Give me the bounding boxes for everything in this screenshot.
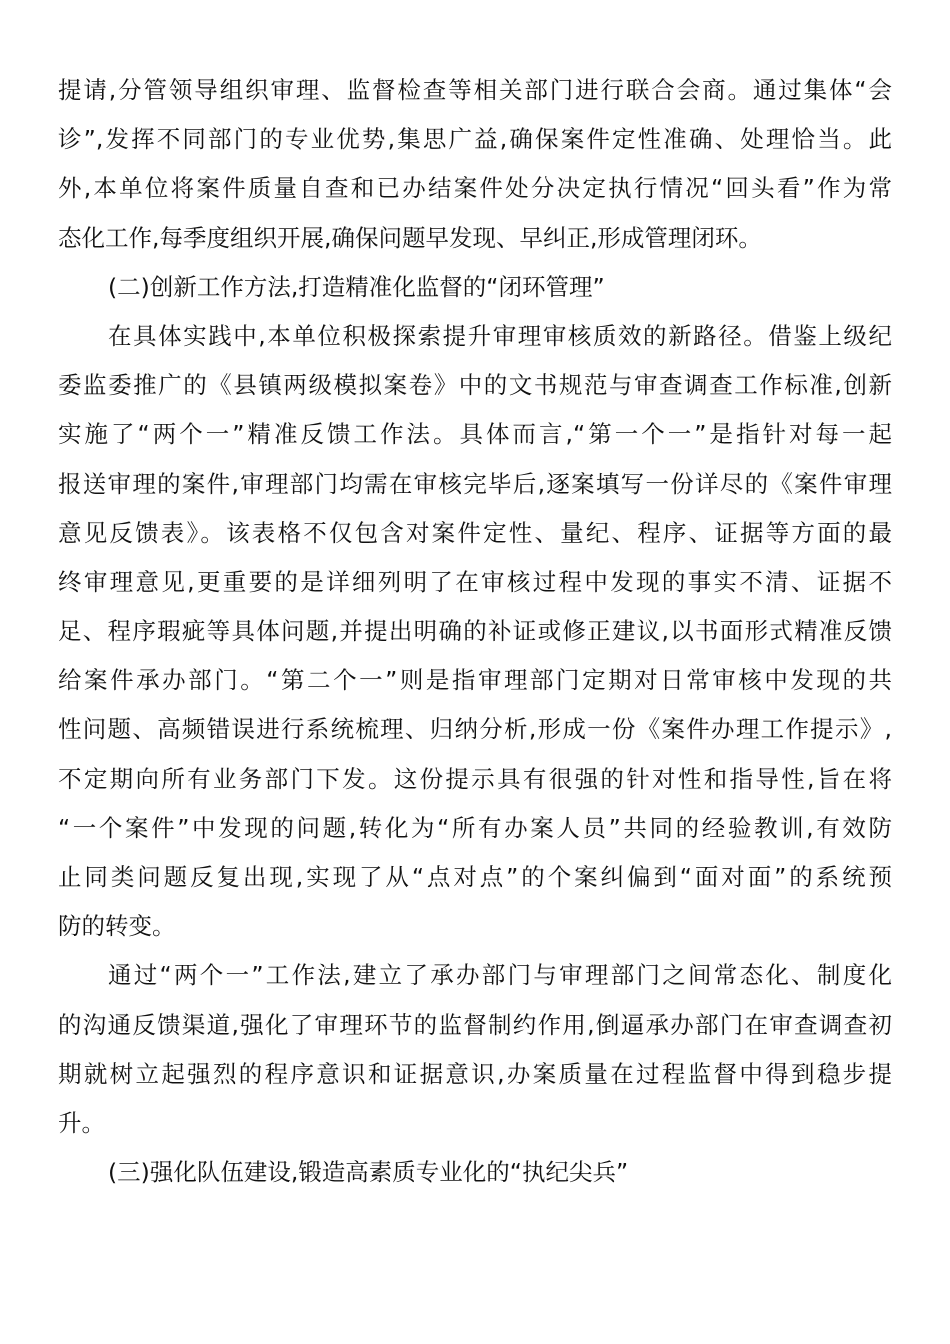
text-line: 给案件承办部门。“第二个一”则是指审理部门定期对日常审核中发现的共	[58, 666, 892, 695]
text-line: 的沟通反馈渠道,强化了审理环节的监督制约作用,倒逼承办部门在审查调查初	[58, 1010, 892, 1039]
text-line: 不定期向所有业务部门下发。这份提示具有很强的针对性和指导性,旨在将	[58, 764, 892, 793]
text-line: 委监委推广的《县镇两级模拟案卷》中的文书规范与审查调查工作标准,创新	[58, 371, 892, 400]
text-line: 意见反馈表》。该表格不仅包含对案件定性、量纪、程序、证据等方面的最	[58, 518, 892, 547]
text-line: 报送审理的案件,审理部门均需在审核完毕后,逐案填写一份详尽的《案件审理	[58, 469, 892, 498]
text-line: 性问题、高频错误进行系统梳理、归纳分析,形成一份《案件办理工作提示》,	[58, 715, 892, 744]
text-line: 止同类问题反复出现,实现了从“点对点”的个案纠偏到“面对面”的系统预	[58, 863, 892, 891]
text-line: 态化工作,每季度组织开展,确保问题早发现、早纠正,形成管理闭环。	[58, 223, 762, 252]
text-line: 足、程序瑕疵等具体问题,并提出明确的补证或修正建议,以书面形式精准反馈	[58, 617, 892, 646]
text-line: 实施了“两个一”精准反馈工作法。具体而言,“第一个一”是指针对每一起	[58, 420, 892, 449]
text-line: 诊”,发挥不同部门的专业优势,集思广益,确保案件定性准确、处理恰当。此	[58, 125, 892, 154]
text-line: 期就树立起强烈的程序意识和证据意识,办案质量在过程监督中得到稳步提	[58, 1059, 892, 1088]
text-line: 升。	[58, 1108, 105, 1137]
text-line: 外,本单位将案件质量自查和已办结案件处分决定执行情况“回头看”作为常	[58, 174, 892, 203]
document-page	[58, 66, 892, 1197]
section-heading: (三)强化队伍建设,锻造高素质专业化的“执纪尖兵”	[108, 1158, 629, 1187]
section-heading: (二)创新工作方法,打造精准化监督的“闭环管理”	[108, 272, 605, 301]
text-line: 在具体实践中,本单位积极探索提升审理审核质效的新路径。借鉴上级纪	[108, 321, 892, 350]
text-line: 防的转变。	[58, 912, 176, 941]
text-line: 终审理意见,更重要的是详细列明了在审核过程中发现的事实不清、证据不	[58, 567, 892, 596]
text-line: 通过“两个一”工作法,建立了承办部门与审理部门之间常态化、制度化	[108, 961, 892, 990]
text-line: “一个案件”中发现的问题,转化为“所有办案人员”共同的经验教训,有效防	[58, 813, 892, 842]
text-line: 提请,分管领导组织审理、监督检查等相关部门进行联合会商。通过集体“会	[58, 76, 892, 104]
